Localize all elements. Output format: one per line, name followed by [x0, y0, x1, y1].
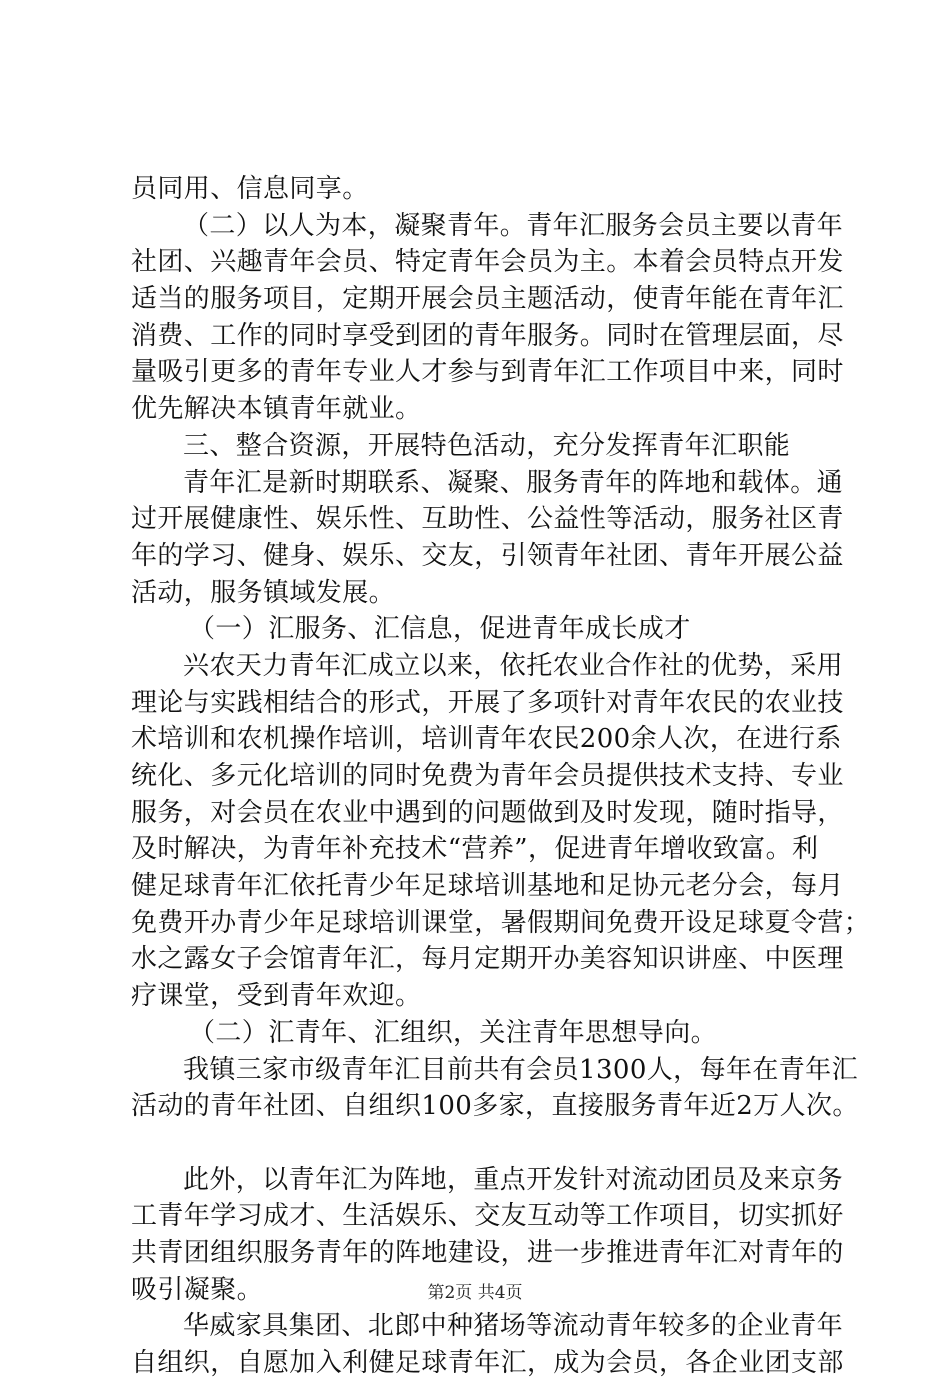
subsection-heading: （二）汇青年、汇组织，关注青年思想导向。 [189, 1017, 718, 1048]
text-line: 我镇三家市级青年汇目前共有会员1300人，每年在青年汇 [183, 1054, 858, 1085]
text-line: 统化、多元化培训的同时免费为青年会员提供技术支持、专业 [131, 761, 844, 791]
text-line: 疗课堂，受到青年欢迎。 [131, 981, 422, 1012]
text-line: 兴农天力青年汇成立以来，依托农业合作社的优势，采用 [183, 650, 844, 681]
text-line: 活动的青年社团、自组织100多家，直接服务青年近2万人次。 [131, 1091, 859, 1122]
text-line: 青年汇是新时期联系、凝聚、服务青年的阵地和载体。通 [183, 467, 844, 498]
document-body [131, 171, 871, 1382]
text-line: 华威家具集团、北郎中种猪场等流动青年较多的企业青年 [183, 1311, 844, 1342]
subsection-heading: （一）汇服务、汇信息，促进青年成长成才 [189, 614, 691, 645]
text-line: 吸引凝聚。 [131, 1274, 264, 1305]
text-line: 服务，对会员在农业中遇到的问题做到及时发现，随时指导， [131, 797, 844, 828]
text-line: 术培训和农机操作培训，培训青年农民200余人次，在进行系 [131, 724, 842, 755]
text-line: 工青年学习成才、生活娱乐、交友互动等工作项目，切实抓好 [131, 1201, 844, 1232]
blank-line [131, 1125, 831, 1162]
text-line: 量吸引更多的青年专业人才参与到青年汇工作项目中来，同时 [131, 357, 844, 388]
text-line: 自组织，自愿加入利健足球青年汇，成为会员，各企业团支部 [131, 1348, 844, 1378]
section-heading: 三、整合资源，开展特色活动，充分发挥青年汇职能 [183, 430, 791, 461]
page-number-footer: 第2页 共4页 [427, 1283, 523, 1303]
text-line: 共青团组织服务青年的阵地建设，进一步推进青年汇对青年的 [131, 1237, 844, 1268]
text-line: （二）以人为本，凝聚青年。青年汇服务会员主要以青年 [183, 210, 844, 241]
text-line: 水之露女子会馆青年汇，每月定期开办美容知识讲座、中医理 [131, 944, 844, 975]
text-line: 年的学习、健身、娱乐、交友，引领青年社团、青年开展公益 [131, 540, 844, 571]
text-line: 社团、兴趣青年会员、特定青年会员为主。本着会员特点开发 [131, 247, 844, 278]
text-line: 消费、工作的同时享受到团的青年服务。同时在管理层面，尽 [131, 320, 844, 351]
text-line: 适当的服务项目，定期开展会员主题活动，使青年能在青年汇 [131, 284, 844, 315]
text-line: 活动，服务镇域发展。 [131, 577, 396, 608]
text-line: 员同用、信息同享。 [131, 174, 369, 204]
text-line: 及时解决，为青年补充技术“营养”，促进青年增收致富。利 [131, 834, 819, 865]
text-line: 健足球青年汇依托青少年足球培训基地和足协元老分会，每月 [131, 871, 844, 902]
text-line: 理论与实践相结合的形式，开展了多项针对青年农民的农业技 [131, 687, 844, 718]
text-line: 此外，以青年汇为阵地，重点开发针对流动团员及来京务 [183, 1164, 844, 1195]
text-line: 免费开办青少年足球培训课堂，暑假期间免费开设足球夏令营； [131, 907, 871, 938]
text-line: 优先解决本镇青年就业。 [131, 394, 422, 425]
text-line: 过开展健康性、娱乐性、互助性、公益性等活动，服务社区青 [131, 504, 844, 535]
